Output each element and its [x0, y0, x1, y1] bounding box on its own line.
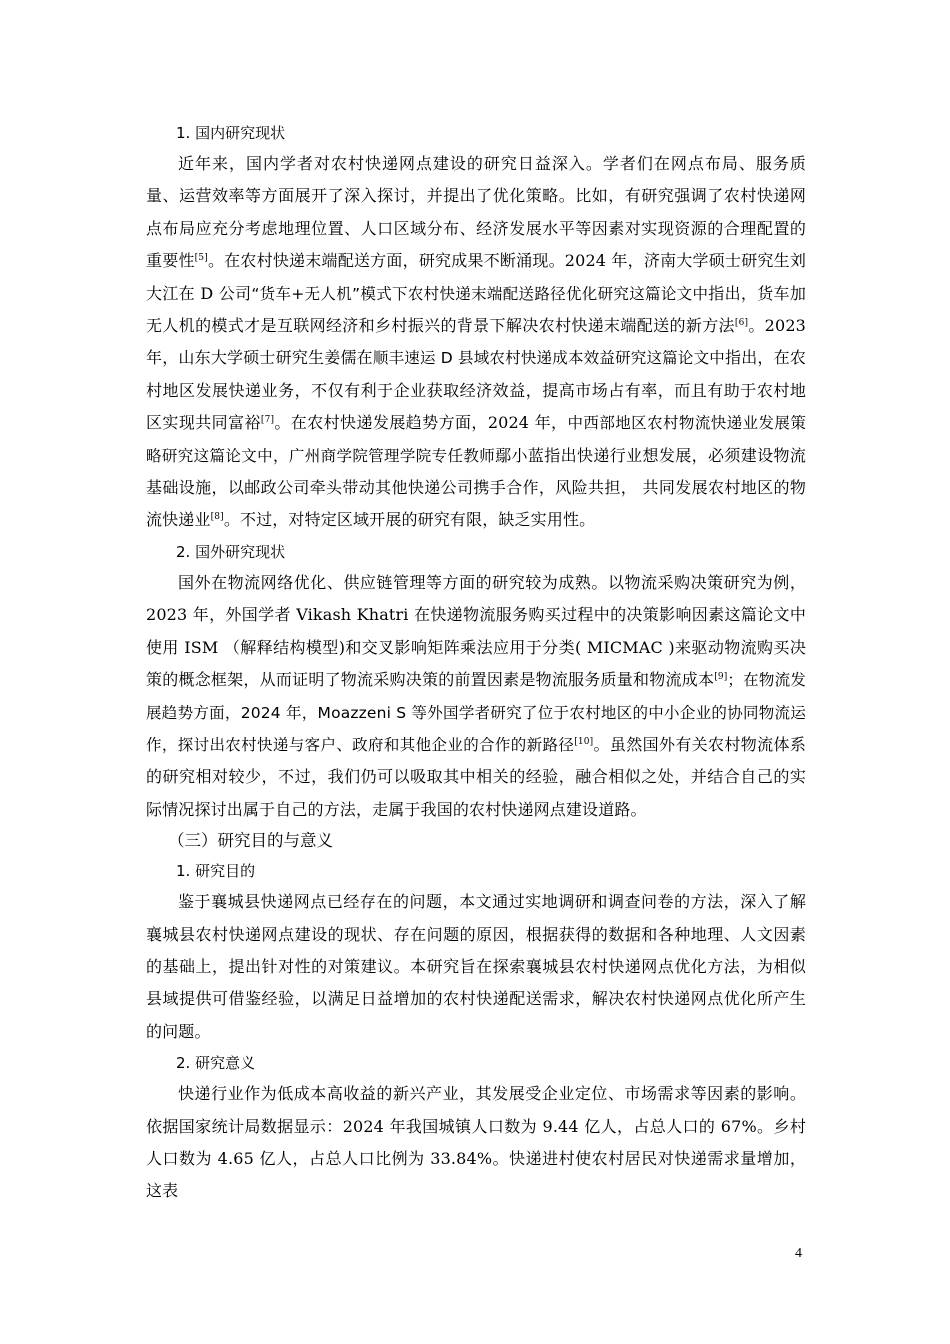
citation-ref: [10]: [574, 736, 594, 747]
paragraph-foreign-research: [146, 567, 806, 826]
text-span: 近年来，国内学者对农村快递网点建设的研究日益深入。学者们在网点布局、服务质量、运营效率等方面展开了深入探讨，并提出了优化策略。比如，有研究强调了农村快递网点布局应充分考虑地理位置、人口区域分布、经济发展水平等因素对实现资源的合理配置的重要性: [146, 154, 806, 271]
heading-purpose-significance: （三）研究目的与意义: [168, 831, 333, 851]
text-span: 指出，在农村地区发展快递业务，不仅有利于企业获取经济效益，提高市场占有率，而且有助于农村地区实现共同富裕: [146, 348, 806, 433]
bold-text-span: “货车+无人机”模式下农村快递末端配送路径优化研究这篇论文中: [251, 284, 709, 303]
heading-research-purpose: 1. 研究目的: [176, 862, 256, 881]
citation-ref: [6]: [734, 318, 749, 329]
bold-text-span: ；在物流发展趋势方面，2024 年，Moazzeni S 等外国学者研究了位于农村地区的中小企业的协同物流运作，探讨出农村快递与客户、政府和其他企业的合作的新路径: [146, 671, 806, 754]
text-span: 指出，货车加无人机的模式才是互联网经济和乡村振兴的背景下解决农村快递末端配送的新方法: [146, 283, 806, 336]
citation-ref: [5]: [194, 253, 208, 264]
citation-ref: [8]: [210, 512, 224, 523]
citation-ref: [7]: [260, 415, 275, 426]
text-span: 。不过，对特定区域开展的研究有限，缺乏实用性。: [223, 510, 596, 530]
text-span: 鄢小蓝指出快递行业想发展，必须建设物流基础设施，以邮政公司牵头带动其他快递公司携手合作，风险共担， 共同发展农村地区的物流快递业: [146, 445, 806, 530]
bold-text-span: 顺丰速运 D 县域农村快递成本效益研究这篇论文中: [372, 349, 725, 368]
heading-foreign-research: 2. 国外研究现状: [176, 542, 286, 561]
bold-text-span: 中西部地区农村物流快递业发展策略研究这篇论文中，广州商学院管理学院专任教师: [146, 414, 806, 465]
text-span: 。2023 年，山东大学硕士研究生姜儒在: [146, 316, 806, 368]
heading-research-significance: 2. 研究意义: [176, 1054, 256, 1073]
text-span: 国外在物流网络优化、供应链管理等方面的研究较为成熟。以物流采购决策研究为例，2023 年，外国学者 Vikash Khatri 在快递物流服务购买过程中的决策影响因素这篇论文中使用 ISM （解释结构模型)和交叉影响矩阵乘法应用于分类( MICMAC )来驱动物流购买决策的概念框架，从而证明了物流采购决策的前置因素是物流服务质量和物流成本: [146, 572, 806, 690]
paragraph-research-purpose: 鉴于襄城县快递网点已经存在的问题，本文通过实地调研和调查问卷的方法，深入了解襄城县农村快递网点建设的现状、存在问题的原因，根据获得的数据和各种地理、人文因素的基础上，提出针对性的对策建议。本研究旨在探索襄城县农村快递网点优化方法，为相似县域提供可借鉴经验，以满足日益增加的农村快递配送需求，解决农村快递网点优化所产生的问题。: [146, 892, 806, 1041]
citation-ref: [9]: [714, 672, 728, 683]
page-body: [146, 118, 806, 1208]
paragraph-research-significance: 快递行业作为低成本高收益的新兴产业，其发展受企业定位、市场需求等因素的影响。依据国家统计局数据显示：2024 年我国城镇人口数为 9.44 亿人，占总人口的 67%。乡村人口数为 4.65 亿人，占总人口比例为 33.84%。快递进村使农村居民对快递需求量增加，这表: [146, 1084, 806, 1201]
paragraph-domestic-research: [146, 148, 806, 537]
page-number: 4: [795, 1246, 802, 1261]
text-span: 。在农村快递末端配送方面，研究成果不断涌现。2024 年，济南大学硕士研究生刘大江在 D 公司: [146, 251, 807, 303]
text-span: 。在农村快递发展趋势方面，2024 年，: [274, 413, 568, 433]
heading-domestic-research: 1. 国内研究现状: [176, 124, 286, 142]
text-span: 。虽然国外有关农村物流体系的研究相对较少，不过，我们仍可以吸取其中相关的经验，融合相似之处，并结合自己的实际情况探讨出属于自己的方法，走属于我国的农村快递网点建设道路。: [146, 734, 806, 819]
